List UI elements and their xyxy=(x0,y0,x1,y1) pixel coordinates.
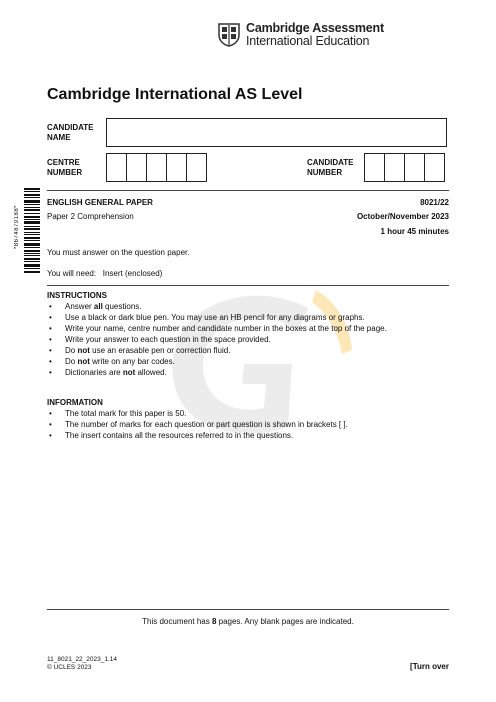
centre-number-label: CENTRE NUMBER xyxy=(47,158,83,177)
information-section xyxy=(47,397,449,441)
information-item: • The insert contains all the resources referred to in the questions. xyxy=(47,430,449,441)
instruction-item: • Dictionaries are not allowed. xyxy=(47,367,449,378)
information-item: • The total mark for this paper is 50. xyxy=(47,408,449,419)
instruction-item: • Write your name, centre number and candidate number in the boxes at the top of the page. xyxy=(47,323,449,334)
instruction-item: • Use a black or dark blue pen. You may use an HB pencil for any diagrams or graphs. xyxy=(47,312,449,323)
candidate-number-field[interactable] xyxy=(364,153,445,182)
instructions-heading: INSTRUCTIONS xyxy=(47,291,107,300)
information-item: • The number of marks for each question or part question is shown in brackets [ ]. xyxy=(47,419,449,430)
paper-name: Paper 2 Comprehension xyxy=(47,212,134,221)
instructions-section xyxy=(47,290,449,378)
candidate-name-label: CANDIDATE NAME xyxy=(47,123,94,142)
answer-note: You must answer on the question paper. xyxy=(47,248,190,257)
divider xyxy=(47,190,449,191)
cambridge-logo xyxy=(218,22,384,48)
page-count-note: This document has 8 pages. Any blank pages are indicated. xyxy=(142,617,354,626)
duration: 1 hour 45 minutes xyxy=(380,227,449,236)
cambridge-shield-icon xyxy=(218,23,240,47)
instruction-item: • Answer all questions. xyxy=(47,301,449,312)
turn-over: [Turn over xyxy=(410,662,449,671)
instruction-item: • Write your answer to each question in the space provided. xyxy=(47,334,449,345)
divider xyxy=(47,609,449,610)
candidate-name-field[interactable] xyxy=(106,118,447,147)
instruction-item: • Do not use an erasable pen or correction fluid. xyxy=(47,345,449,356)
page-title: Cambridge International AS Level xyxy=(47,86,303,103)
footer-ref: 11_8021_22_2023_1.14 © UCLES 2023 xyxy=(47,656,118,671)
information-heading: INFORMATION xyxy=(47,398,103,407)
instructions-list xyxy=(47,301,449,378)
instruction-item: • Do not write on any bar codes. xyxy=(47,356,449,367)
session: October/November 2023 xyxy=(356,212,449,221)
candidate-number-label: CANDIDATE NUMBER xyxy=(307,158,354,177)
you-will-need: You will need: Insert (enclosed) xyxy=(47,269,163,278)
subject: ENGLISH GENERAL PAPER xyxy=(47,198,153,207)
logo-line-1: Cambridge Assessment xyxy=(246,21,384,35)
barcode-text: *8674879188* xyxy=(14,205,20,250)
paper-code: 8021/22 xyxy=(420,198,449,207)
information-list xyxy=(47,408,449,441)
logo-line-2: International Education xyxy=(246,34,370,48)
centre-number-field[interactable] xyxy=(106,153,207,182)
barcode-icon xyxy=(24,188,40,274)
